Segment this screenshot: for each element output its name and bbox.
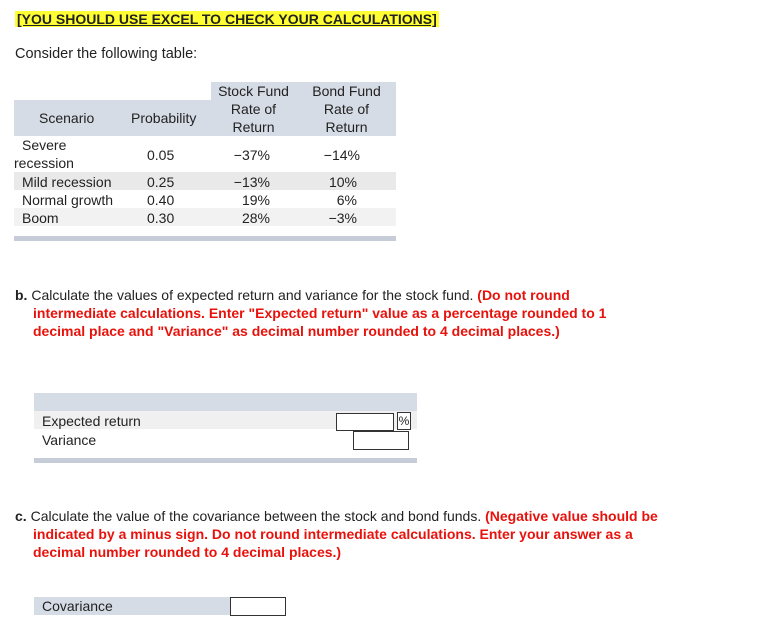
question-c-prefix: c. [15, 508, 27, 524]
variance-input[interactable] [353, 431, 409, 450]
row-bond: 10% [328, 174, 357, 190]
row-probability: 0.05 [147, 147, 175, 163]
row-scenario: Normal growth [22, 192, 114, 208]
question-b-instruction: (Do not round intermediate calculations. Enter "Expected return" value as a percentage rounded to 1 decimal place and "Variance" as decimal number rounded to 4 decimal places.) [33, 287, 607, 339]
header-probability: Probability [131, 110, 197, 126]
row-bond: 6% [336, 192, 357, 208]
row-probability: 0.25 [147, 174, 175, 190]
covariance-row [34, 597, 230, 615]
expected-return-input[interactable] [336, 413, 394, 431]
question-c-text: Calculate the value of the covariance between the stock and bond funds. [30, 508, 482, 524]
row-scenario: recession [14, 155, 74, 171]
excel-banner: [YOU SHOULD USE EXCEL TO CHECK YOUR CALCULATIONS] [17, 11, 437, 27]
intro-text: Consider the following table: [15, 46, 198, 62]
variance-label: Variance [42, 432, 97, 448]
percent-unit: % [398, 414, 410, 428]
header-stock-1: Stock Fund [218, 83, 289, 99]
question-b-text: Calculate the values of expected return and variance for the stock fund. [31, 287, 474, 303]
row-stock: −13% [233, 174, 270, 190]
covariance-label: Covariance [42, 598, 113, 614]
row-stock: −37% [233, 147, 270, 163]
expected-return-label: Expected return [42, 413, 141, 429]
row-scenario: Mild recession [22, 174, 112, 190]
row-bond: −14% [323, 147, 360, 163]
question-c-instruction: (Negative value should be indicated by a minus sign. Do not round intermediate calculations. Enter your answer as a decimal number rounded to 4 decimal places.) [33, 508, 658, 560]
question-b [15, 286, 653, 340]
row-stock: 28% [241, 210, 270, 226]
covariance-input[interactable] [230, 597, 286, 616]
row-scenario: Severe [22, 137, 67, 153]
header-scenario: Scenario [39, 110, 95, 126]
table-header [14, 82, 396, 136]
header-stock-3: Return [232, 119, 275, 135]
row-bond: −3% [328, 210, 357, 226]
header-bond-3: Return [325, 119, 368, 135]
header-bond-2: Rate of [323, 101, 370, 117]
row-stock: 19% [241, 192, 270, 208]
row-probability: 0.30 [147, 210, 175, 226]
header-stock-2: Rate of [230, 101, 277, 117]
row-scenario: Boom [22, 210, 59, 226]
header-bond-1: Bond Fund [312, 83, 381, 99]
question-c [15, 507, 663, 561]
question-b-prefix: b. [15, 287, 28, 303]
row-probability: 0.40 [147, 192, 175, 208]
